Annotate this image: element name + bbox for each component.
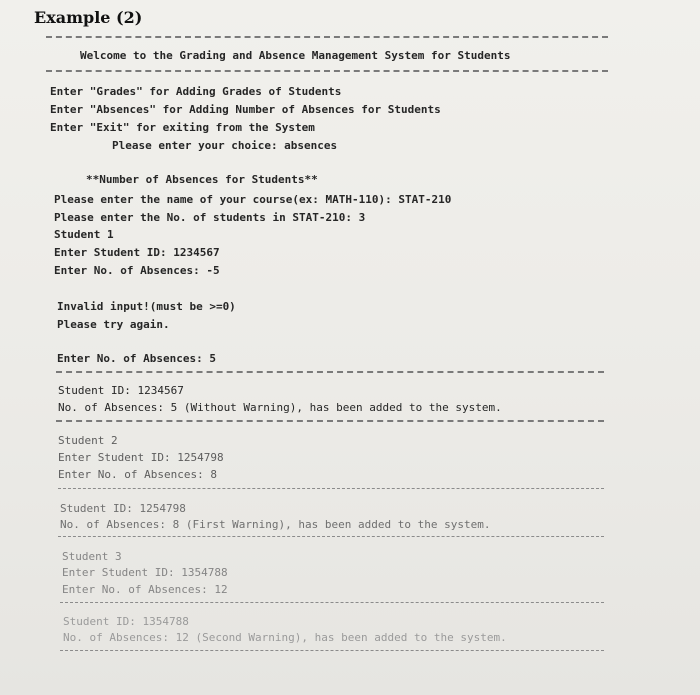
- choice-prompt: Please enter your choice: absences: [112, 139, 338, 152]
- menu-item-absences: Enter "Absences" for Adding Number of Absences for Students: [50, 103, 441, 116]
- divider: [46, 70, 608, 72]
- course-prompt: Please enter the name of your course(ex: MATH-110): STAT-210: [54, 193, 452, 206]
- student-1-absences-retry: Enter No. of Absences: 5: [57, 352, 216, 365]
- student-2-result-message: No. of Absences: 8 (First Warning), has been added to the system.: [60, 518, 491, 531]
- divider: [46, 36, 608, 38]
- divider: [56, 420, 604, 422]
- student-1-result-id: Student ID: 1234567: [58, 384, 184, 397]
- divider: [56, 371, 604, 373]
- menu-item-grades: Enter "Grades" for Adding Grades of Students: [50, 85, 342, 98]
- student-3-result-message: No. of Absences: 12 (Second Warning), has been added to the system.: [63, 631, 507, 644]
- student-2-absences-prompt: Enter No. of Absences: 8: [58, 468, 217, 481]
- student-2-result-id: Student ID: 1254798: [60, 502, 186, 515]
- student-3-label: Student 3: [62, 550, 122, 563]
- divider: [58, 488, 604, 489]
- divider: [60, 602, 604, 603]
- student-1-absences-prompt: Enter No. of Absences: -5: [54, 264, 220, 277]
- retry-message: Please try again.: [57, 318, 170, 331]
- welcome-banner: Welcome to the Grading and Absence Management System for Students: [80, 49, 511, 62]
- student-count-prompt: Please enter the No. of students in STAT-210: 3: [54, 211, 366, 224]
- student-3-id-prompt: Enter Student ID: 1354788: [62, 566, 228, 579]
- invalid-input-message: Invalid input!(must be >=0): [57, 300, 236, 313]
- example-heading: Example (2): [34, 8, 143, 27]
- menu-item-exit: Enter "Exit" for exiting from the System: [50, 121, 315, 134]
- divider: [58, 536, 604, 537]
- student-1-result-message: No. of Absences: 5 (Without Warning), has been added to the system.: [58, 401, 502, 414]
- student-1-label: Student 1: [54, 228, 114, 241]
- student-3-result-id: Student ID: 1354788: [63, 615, 189, 628]
- divider: [60, 650, 604, 651]
- student-3-absences-prompt: Enter No. of Absences: 12: [62, 583, 228, 596]
- section-title: **Number of Absences for Students**: [86, 173, 318, 186]
- student-1-id-prompt: Enter Student ID: 1234567: [54, 246, 220, 259]
- student-2-label: Student 2: [58, 434, 118, 447]
- student-2-id-prompt: Enter Student ID: 1254798: [58, 451, 224, 464]
